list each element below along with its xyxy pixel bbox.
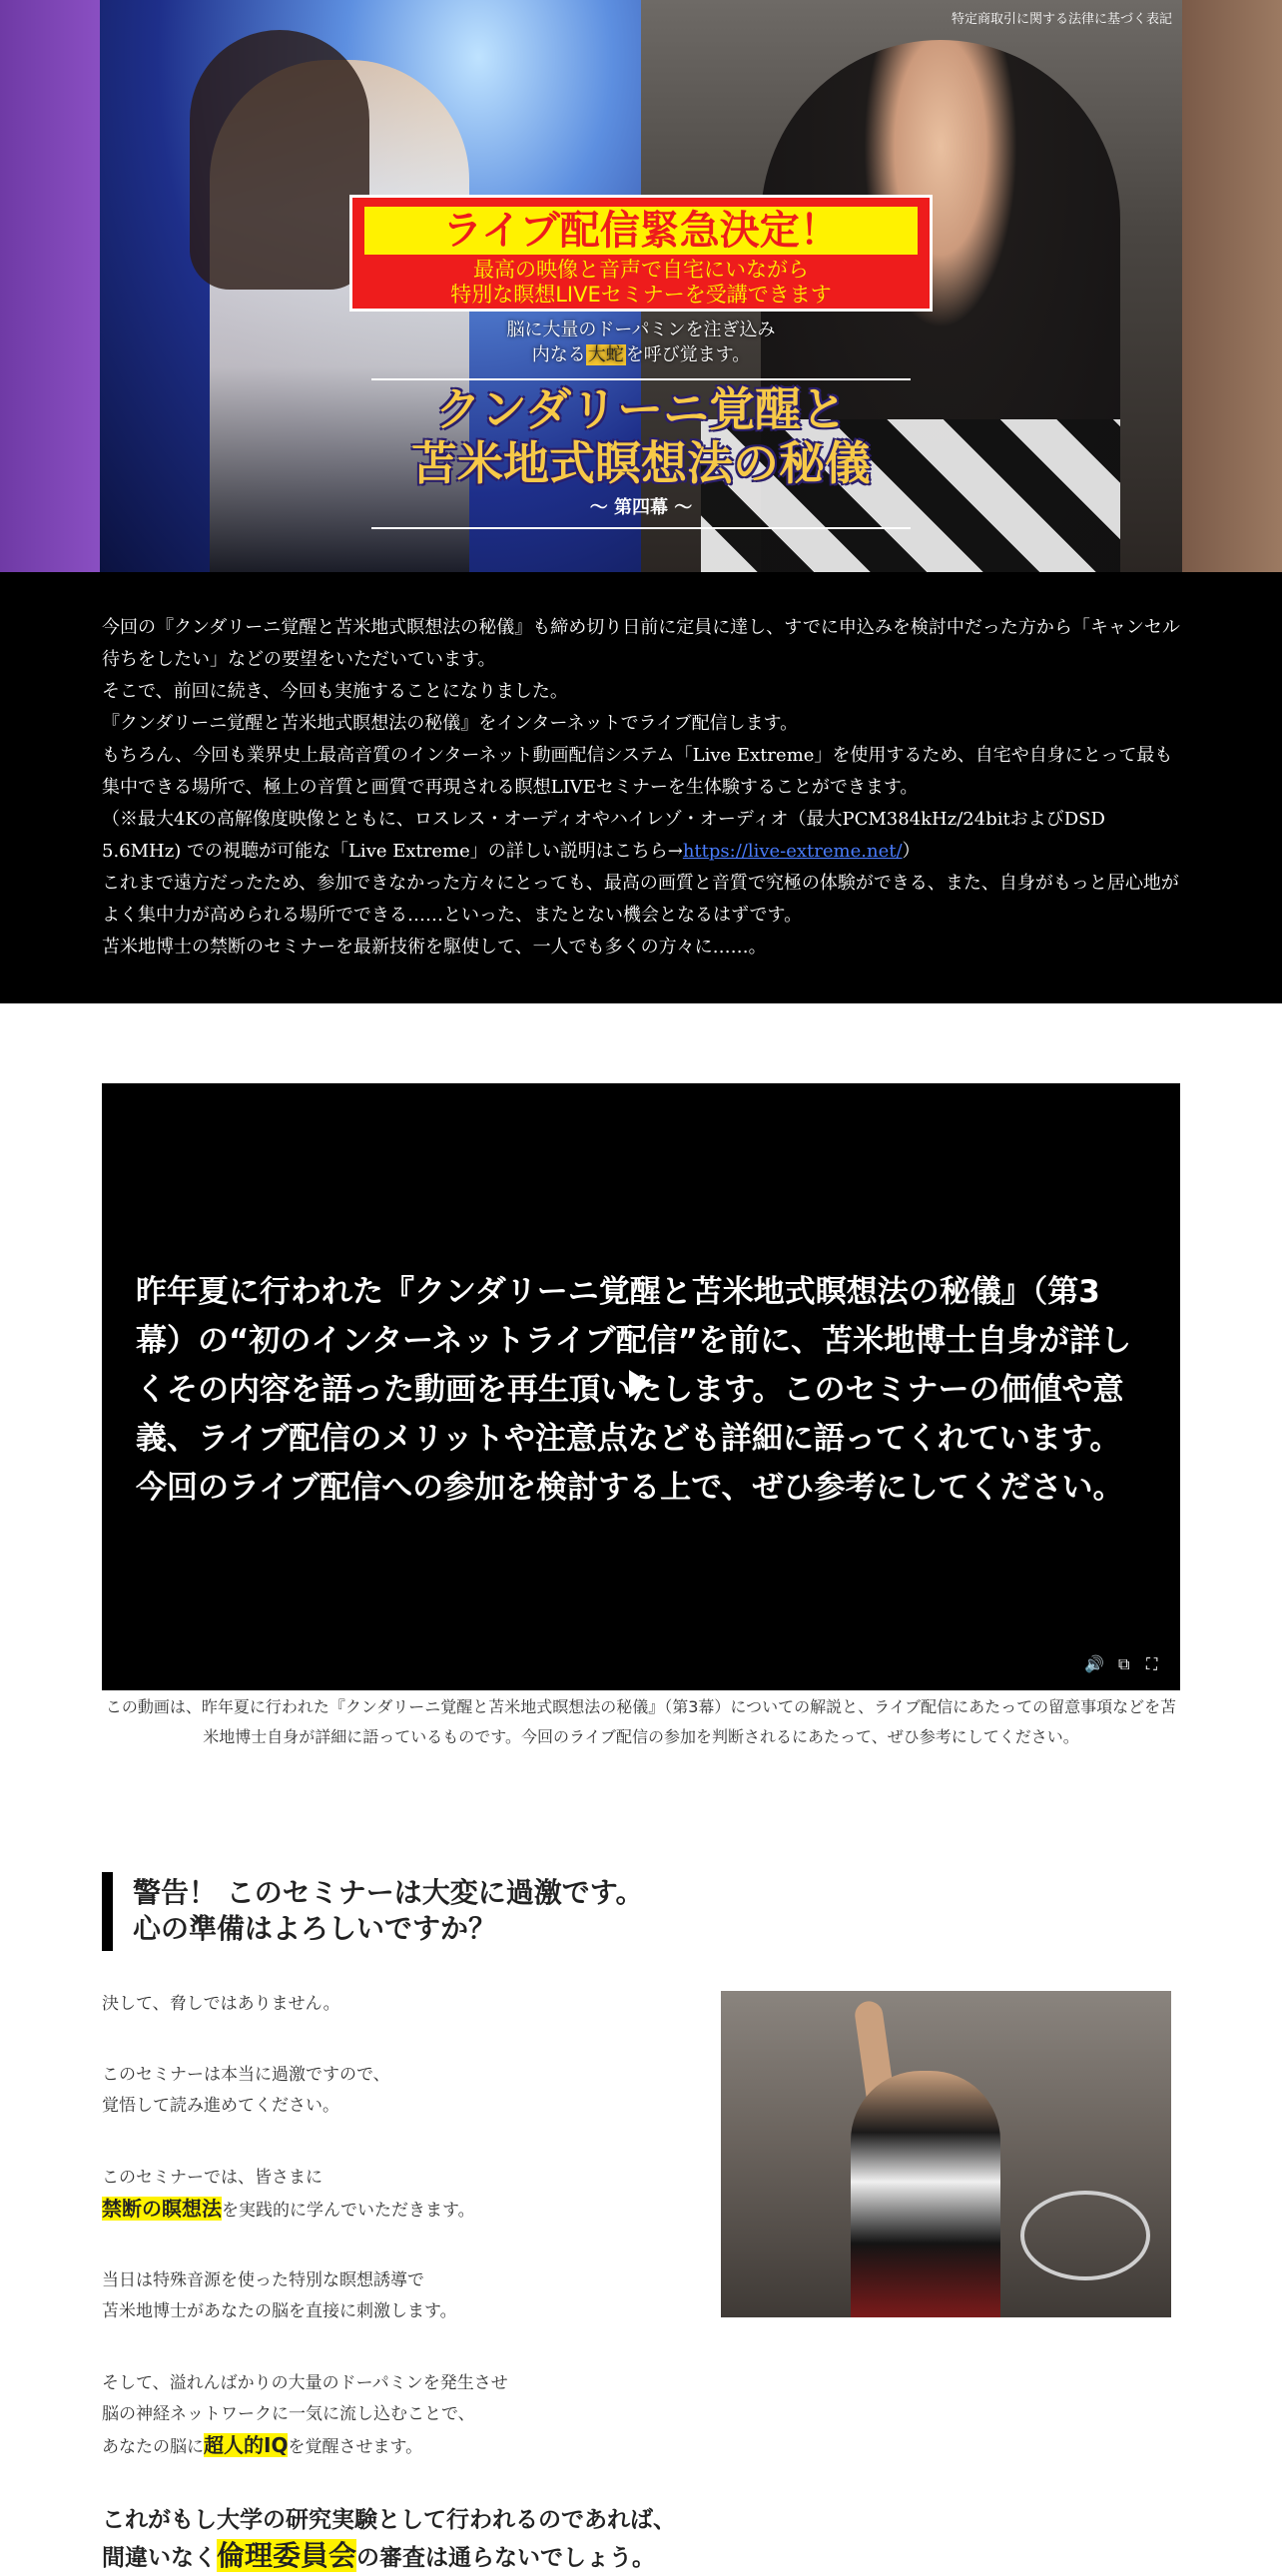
- video-overlay-text: 昨年夏に行われた『クンダリーニ覚醒と苫米地式瞑想法の秘儀』（第3幕）の“初のインターネットライブ配信”を前に、苫米地博士自身が詳しくその内容を語った動画を再生頂いたします。このセミナーの価値や意義、ライブ配信のメリットや注意点なども詳細に語ってくれています。今回のライブ配信への参加を検討する上で、ぜひ参考にしてください。: [136, 1274, 1132, 1506]
- paragraph-line: このセミナーでは、皆さまに: [102, 2168, 322, 2188]
- intro-paragraph: これまで遠方だったため、参加できなかった方々にとっても、最高の画質と音質で究極の体験ができる、また、自身がもっと居心地がよく集中力が高められる場所でできる……といった、またとない機会となるはずです。: [102, 873, 1179, 926]
- lead-line2-pre: 内なる: [531, 344, 586, 365]
- closing-text: の審査は通らないでしょう。: [356, 2545, 656, 2571]
- title-rule-top: [371, 378, 911, 380]
- closing-line2: [102, 2538, 801, 2576]
- guitarist-hair: [190, 30, 369, 290]
- closing-line1: これがもし大学の研究実験として行われるのであれば、: [102, 2507, 676, 2533]
- paragraph-line: そして、溢れんばかりの大量のドーパミンを発生させ: [102, 2373, 508, 2393]
- volume-icon[interactable]: 🔊: [1084, 1654, 1104, 1673]
- banner-title: ライブ配信緊急決定！: [364, 207, 918, 255]
- intro-paragraph: 今回の『クンダリーニ覚醒と苫米地式瞑想法の秘儀』も締め切り日前に定員に達し、すでに申込みを検討中だった方から「キャンセル待ちをしたい」などの要望をいただいています。: [102, 617, 1180, 670]
- warning-title-line2: 心の準備はよろしいですか？: [133, 1912, 497, 1945]
- act-label: ～ 第四幕 ～: [589, 497, 693, 518]
- video-caption: この動画は、昨年夏に行われた『クンダリーニ覚醒と苫米地式瞑想法の秘儀』（第3幕）についての解説と、ライブ配信にあたっての留意事項などを苫米地博士自身が詳細に語っているものです。今回のライブ配信の参加を判断されるにあたって、ぜひ参考にしてください。: [105, 1697, 1177, 1746]
- live-extreme-link[interactable]: https://live-extreme.net/: [682, 841, 903, 862]
- highlight-superhuman-iq: 超人的IQ: [204, 2433, 289, 2457]
- highlight-ethics-committee: 倫理委員会: [217, 2539, 357, 2572]
- paragraph-text: を覚醒させます。: [288, 2437, 423, 2457]
- intro-paragraph-link: [102, 804, 1180, 868]
- warning-title-bar: [102, 1872, 113, 1951]
- paragraph-line: 当日は特殊音源を使った特別な瞑想誘導で: [102, 2270, 424, 2290]
- banner-sub-line1: 最高の映像と音声で自宅にいながら: [473, 258, 809, 282]
- intro-section: [0, 572, 1282, 1003]
- banner-subtitle: [352, 258, 930, 308]
- seminar-photo: [721, 1991, 1171, 2317]
- hero-lead: [391, 318, 891, 367]
- video-player[interactable]: [102, 1083, 1180, 1690]
- closing-statement: [102, 2502, 801, 2576]
- hero-title-line1: クンダリーニ覚醒と: [434, 382, 848, 436]
- paragraph-line: 覚悟して読み進めてください。: [102, 2096, 339, 2116]
- paragraph-line: 苫米地博士があなたの脳を直接に刺激します。: [102, 2301, 457, 2321]
- warning-paragraph-3: [102, 2163, 661, 2227]
- lead-line2-post: を呼び覚ます。: [625, 344, 751, 365]
- paragraph-line: このセミナーは本当に過激ですので、: [102, 2065, 390, 2085]
- intro-paragraph: 苫米地博士の禁断のセミナーを最新技術を駆使して、一人でも多くの方々に……。: [102, 937, 767, 958]
- paragraph-line: 脳の神経ネットワークに一気に流し込むことで、: [102, 2404, 475, 2424]
- paragraph-text: を実践的に学んでいただきます。: [222, 2201, 475, 2221]
- title-rule-bottom: [371, 527, 911, 529]
- hero-section: [0, 0, 1282, 572]
- paragraph-line: 決して、脅しではありません。: [102, 1994, 340, 2014]
- lead-highlight: 大蛇: [587, 344, 624, 365]
- intro-paragraph: 『クンダリーニ覚醒と苫米地式瞑想法の秘儀』をインターネットでライブ配信します。: [102, 713, 799, 734]
- cymbal: [1020, 2191, 1150, 2280]
- hero-title: [371, 382, 911, 490]
- paragraph-line: [102, 2430, 661, 2463]
- intro-text: [102, 612, 1180, 964]
- warning-paragraph-4: [102, 2265, 661, 2327]
- closing-text: 間違いなく: [102, 2545, 217, 2571]
- hero-title-line2: 苫米地式瞑想法の秘儀: [411, 436, 871, 490]
- legal-notice-link[interactable]: 特定商取引に関する法律に基づく表記: [951, 12, 1172, 27]
- lead-line2: [391, 342, 891, 367]
- intro-paragraph: もちろん、今回も業界史上最高音質のインターネット動画配信システム「Live Extreme」を使用するため、自宅や自身にとって最も集中できる場所で、極上の音質と画質で再現される瞑想LIVEセミナーを生体験することができます。: [102, 745, 1173, 798]
- live-announcement-banner: [349, 195, 933, 312]
- lead-line1: 脳に大量のドーパミンを注ぎ込み: [506, 320, 776, 340]
- banner-sub-line2: 特別な瞑想LIVEセミナーを受講できます: [450, 283, 832, 307]
- warning-title-line1: 警告！ このセミナーは大変に過激です。: [133, 1876, 644, 1909]
- intro-p5-pre: （※最大4Kの高解像度映像とともに、ロスレス・オーディオやハイレゾ・オーディオ（最大PCM384kHz/24bitおよびDSD 5.6MHz) での視聴が可能な「Live Extreme」の詳しい説明はこちら→: [102, 809, 1105, 862]
- warning-paragraph-2: [102, 2060, 661, 2122]
- performer-figure: [851, 2071, 1000, 2317]
- play-icon[interactable]: [629, 1370, 651, 1398]
- paragraph-line: [102, 2194, 661, 2227]
- paragraph-text: あなたの脳に: [102, 2437, 204, 2457]
- highlight-forbidden-meditation: 禁断の瞑想法: [102, 2197, 222, 2221]
- picture-in-picture-icon[interactable]: ⧉: [1118, 1654, 1130, 1673]
- fullscreen-icon[interactable]: ⛶: [1146, 1654, 1158, 1673]
- intro-p5-post: ）: [902, 841, 921, 862]
- warning-paragraph-1: [102, 1989, 661, 2020]
- intro-paragraph: そこで、前回に続き、今回も実施することになりました。: [102, 681, 568, 702]
- warning-paragraph-5: [102, 2368, 661, 2463]
- warning-title: [133, 1875, 832, 1947]
